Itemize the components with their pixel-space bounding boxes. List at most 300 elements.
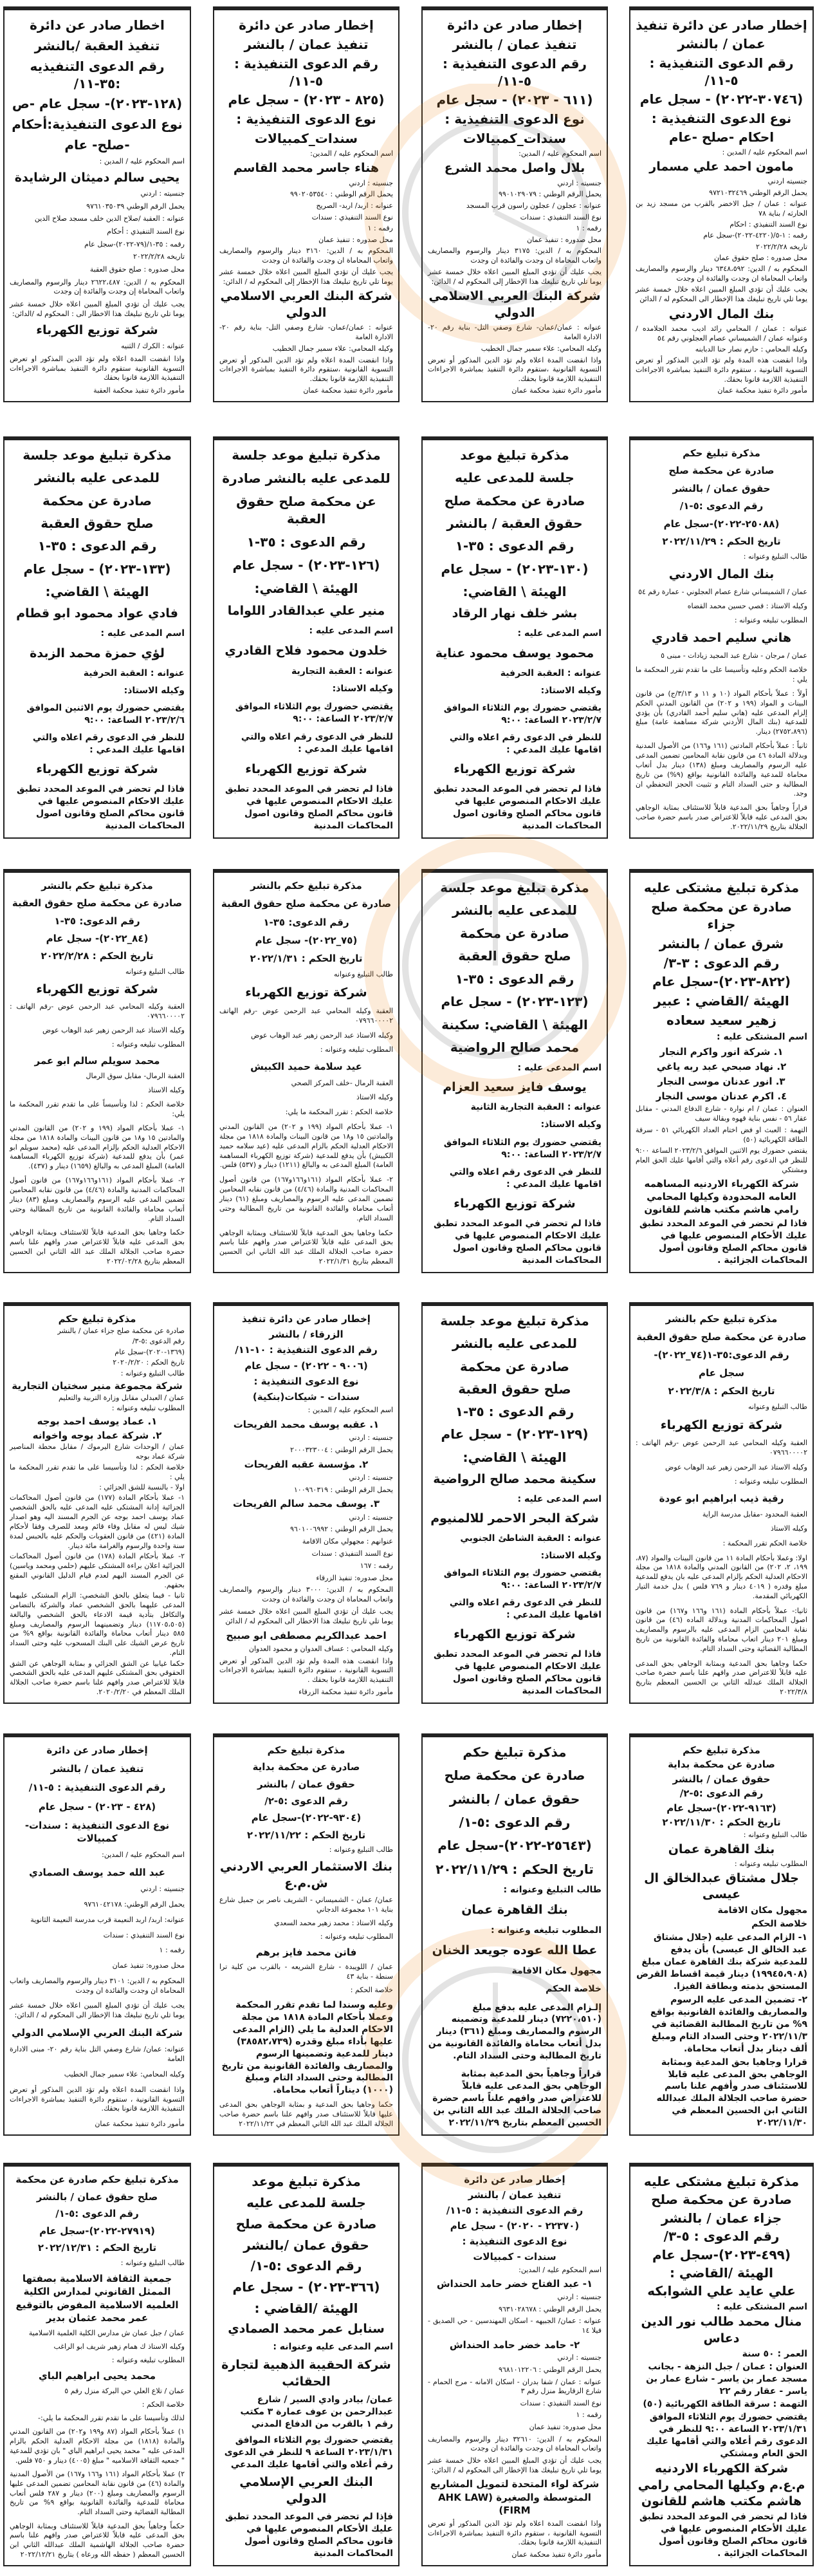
notice-text: قراراً وجاهياً بحق المدعية بمثابة الوجاهي بحق المدعى عليه قابلاً للاعتراض صدر وافهم علناً باسم حضرة صاحب الجلالة الملك عبد الله الثاني بن الحسين المعظم بتاريخ ٢٠٢٢/١١/٢٩ <box>432 2069 601 2128</box>
notice-heading: (٩٠٠٦ - ٢٠٢٢) - سجل عام <box>244 1359 368 1372</box>
notice-heading: صلح حقوق عمان / بالنشر <box>36 2190 158 2203</box>
notice-text: جنسيته : اردني <box>140 189 185 198</box>
notice-text: اسم المحكوم عليه / المدين : <box>722 147 807 156</box>
notice-text: اسم المشتكى عليه : <box>717 2301 807 2312</box>
notice-text: فاذا لم تحضر في الموعد المحدد تطبق عليك الاحكام المنصوص عليها في قانون محاكم الصلح وقانون اصول المحاكمات المدنية <box>17 784 185 831</box>
notice-text: المحكوم به / الدين: ٢٦٢٢،٤٨٧ دينار والرسوم والمصاريف واتعاب المحاماة إن وجدت والفائدة إن وجدت <box>10 277 185 296</box>
notice-heading: إخطار صادر عن دائرة <box>464 2174 565 2185</box>
notice-heading: الهيئة \ القاضي: <box>463 584 567 600</box>
party-name: ٢. نهاد صبحي عبد ربه ياغي <box>656 1060 787 1072</box>
notice-text: محل صدوره : تنفيذ عمان <box>527 235 601 244</box>
notice-heading: مذكرة تبليغ موعد <box>460 447 569 463</box>
notice-text: اسم المدعى عليه وعنوانه : <box>273 2342 393 2353</box>
notice-text: نوع السند التنفيذي : سندات <box>311 212 393 221</box>
notice-text: فاذا لم تحضر في الموعد المحدد تطبق عليك الأحكام المنصوص عليها في قانون محاكم الصلح وقانون أصول المحاكمات الجزائية . <box>639 1218 807 1265</box>
notice-heading: صادرة عن محكمة بداية <box>668 1759 775 1771</box>
notice-heading: للمدعى عليه بالنشر <box>34 470 160 486</box>
notice-box <box>629 436 814 839</box>
notice-text: محل صدوره : صلح حقوق العقبة <box>89 265 185 274</box>
notice-text: جنسيته : اردني <box>349 178 393 187</box>
notice-text: يقتضي حضورك يوم الثلاثاء الموافق ٢٠٢٣/٢/٧ الساعة: ٩:٠٠ <box>235 702 393 725</box>
notice-heading: الهيئة /القاضي : <box>669 2264 774 2281</box>
notice-text: اولا: وعملا بأحكام المادة ١١ من قانون البينات والمواد (٨٧، ١٩٩، ٢، ٢٠٢) من القانون المدني والمادة ١٨١٨ من مجلة الاحكام العدلية الحكم بإلزام المدعى عليه بان يدفع للمدعية مبلغ وقدره ( ٤٠١٩ دينار و ٧٦٩ فلس ) بدل خدمة التيار الكهربائي المقدمة. <box>636 1553 807 1600</box>
notice-text: يجب عليك أن تؤدي المبلغ المبين اعلاه خلال خمسة عشر يوما تلي تاريخ تبليغك هذا الإخطار الى المحكوم له / الدائن <box>636 285 807 304</box>
notice-heading: (٨٢٢-٢٠٢٣)-سجل عام <box>652 974 791 990</box>
party-name: يحيى سالم دميثان الرشايدة <box>14 170 180 185</box>
notice-text: اسم المحكوم عليه / المدين: <box>519 149 601 158</box>
notice-text: وكيله الاستاذ عبد الرحمن زهير عبد الوهاب عوض <box>665 1462 807 1471</box>
party-name: شركة توزيع الكهرباء <box>36 982 158 996</box>
notice-heading: صلح حقوق العقبة <box>41 516 154 532</box>
party-name: منال محمد طالب نور الدين دعاس <box>641 2314 802 2346</box>
notice-text: واذا انقضت المدة اعلاه ولم تؤد الدين المذكور أو تعرض التسوية القانونية ، ستقوم دائرة التنفيذ بمباشرة الاجراءات التنفيذية اللازمة قانونا بحقك. <box>428 2519 601 2547</box>
party-name: شركة توزيع الكهرباء <box>36 762 158 777</box>
notice-text: طالب التبليغ وعنوانه : <box>329 1845 393 1854</box>
notice-text: عنوانه: اربد/ اربد النعيمة قرب مدرسة النعيمة الثانوية <box>30 1915 185 1924</box>
notice-text: نوع السند التنفيذي : سندات <box>520 2398 601 2407</box>
notice-box <box>3 6 191 402</box>
notice-text: (١٣٦٩-٢٠٢٠)-سجل عام <box>115 1347 185 1356</box>
party-name: شركة توزيع الكهرباء <box>454 1627 576 1642</box>
party-name: شركة توزيع الكهرباء <box>245 985 367 1000</box>
notice-heading: (٢٧٩١٩-٢٠٢٢)-سجل عام <box>39 2225 155 2237</box>
notice-text: فإذا لم تحضر في الموعد المحدد تطبق عليك الأحكام المنصوص عليها في قانون محاكم الصلح وقانون أصول المحاكمات المدنية <box>225 2512 393 2559</box>
party-name: خلدون محمود فلاح القادري <box>225 644 388 658</box>
party-name: بنك الاستثمار العربي الاردني ش.م.ع <box>219 1860 393 1890</box>
notice-box <box>213 6 399 402</box>
notice-heading: رقم الدعوى التنفيذية : ٥-١١/ <box>446 2204 583 2216</box>
party-name: محمد سويلم سالم ابو عمر <box>34 1054 160 1067</box>
notice-text: عنوانه : عجلون / عجلون راسون قرب المسجد <box>466 201 601 210</box>
notice-text: محل صدوره : تنفيذ عمان <box>318 235 393 244</box>
notice-text: عمان / تلاع العلي حي البركة منزل رقم ٥ <box>64 2386 185 2395</box>
notice-heading: سجل عام <box>698 1367 745 1379</box>
notice-text: خلاصة الحكم <box>751 1919 807 1930</box>
notice-heading: احكام -صلح -عام <box>668 129 775 145</box>
notice-heading: نوع الدعوى التنفيذية : <box>253 1375 359 1387</box>
notice-text: عنوانه: عمان/ شارع وصفي التل بناية رقم ٢٠- مبنى الادارة العامة <box>10 2045 185 2064</box>
notice-text: رقمه : ١٦٧ <box>360 1561 393 1570</box>
notice-text: خلاصة الحكم : تقرر المحكمة ما يلي: <box>285 1108 393 1117</box>
party-name: سنابل عمر محمد الصمادي <box>228 2321 385 2336</box>
notice-text: العنوان : عمان / جبل النزهة - بجانب مسجد عمار بن ياسر - شارع عمار بن ياسر - عقار رقم ٢٢ <box>646 2361 807 2396</box>
notice-text: المطلوب تبليغه وعنوانه : <box>111 1040 185 1049</box>
notice-text: جنسيته : اردني <box>140 1885 185 1894</box>
notice-text: يجب عليك أن تؤدي المبلغ المبين اعلاه خلال خمسة عشر يوما تلي تاريخ تبليغك هذا الإخطار الى المحكوم له / الدائن: <box>10 2001 185 2020</box>
party-name: بنك القاهرة عمان <box>461 1903 568 1918</box>
notice-text: العقبة الرمال- مقابل سوق الرمال <box>86 1072 185 1081</box>
notice-text: محل صدوره: تنفيذ عمان <box>529 2422 601 2431</box>
notice-text: للنظر في الدعوى رقم اعلاه والتي اقامها عليك المدعي : <box>449 1166 601 1190</box>
party-name: ١. عماد يوسف احمد بوجه <box>37 1415 158 1427</box>
notice-heading: رقم الدعوى التنفيذية : ٥-١١/ <box>234 55 379 89</box>
notice-heading: تاريخ الحكم : ٢٠٢٢/١١/٢٩ <box>436 1861 594 1877</box>
notice-heading: رقم الدعوى التنفيذية : ٥-١١/ <box>649 55 794 88</box>
notice-text: رقمه : ٣٥-١/(٧٩-٢٠٢٢)-سجل عام <box>84 239 185 248</box>
notice-text: للنظر في الدعوى رقم اعلاه والتي اقامها عليك المدعي : <box>449 733 601 756</box>
notice-text: واذا انقضت المدة اعلاه ولم تؤد الدين المذكور أو تعرض التسوية القانونية ،ستقوم دائرة التنفيذ بمباشرة الاجراءات التنفيذية اللازمة قانونا بحقك. <box>428 355 601 384</box>
notice-text: مأمور دائرة تنفيذ محكمة عمان <box>95 2120 185 2129</box>
notice-text: حكما وجاهيا بحق المدعية قابلاً للاستئناف وبمثابة الوجاهي بحق المدعى عليه قابلاً للاعتراض صدر وافهم علنا باسم حضرة صاحب الجلالة الملك عبد الله الثاني ابن الحسين المعظم بتاريخ ٢٠٢٢/٠٢/٢٨ <box>10 1228 185 1265</box>
notice-heading: حقوق عمان / بالنشر <box>672 482 771 494</box>
notice-heading: صادرة عن محكمة صلح حقوق العقبة <box>221 898 392 910</box>
notice-text: عنوانه : عمان / المحامي رائد اديب محمد الجلامده / وعنوانه عمان / الشميساني عصام العجلوني رقم ٥٤ <box>636 324 807 342</box>
party-name: بنك المال الاردني <box>668 567 775 582</box>
notice-text: اسم المحكوم عليه / المدين: <box>102 1851 185 1860</box>
notice-heading: سندات - شيكات(بنكية) <box>252 1390 360 1403</box>
notice-text: ٢- تضمين المدعى عليه الرسوم والمصاريف والفائدة القانونية بواقع ٩% من تاريخ المطالبة القضائية في ٢٠٢٢/١١/٣ وحتى السداد التام ومبلغ ألف دينار بدل أتعاب محاماة. <box>650 1994 807 2054</box>
notice-heading: (٩١٦٣-٢٠٢٢)-سجل عام <box>666 1802 776 1814</box>
notice-text: ثانيا:- عملاً بأحكام المادة (١٦١ و١٦٦ و١٦٧) من قانون اصول المحاكمات المدنية وبدلالة الماده (٤٦) من قانون نقابة المحامين الزام المدعى عليه بالرسوم والمصاريف ومبلغ ٢٠١ دينار اتعاب محاماة والفائدة القانونية من تاريخ المطالبة القضائية وحتى السداد التام. <box>636 1606 808 1653</box>
notice-text: صادرة عن محكمة صلح جزاء عمان / بالنشر <box>57 1326 185 1335</box>
notice-heading: (٢٢٣٧٠ - ٢٠٢٠) - سجل عام <box>450 2219 580 2232</box>
notice-text: المطلوب تبليغه وعنوانه : <box>734 1859 807 1868</box>
notice-text: عمان / جبل عمان ش مدارس الكلية العلمية الاسلامية <box>28 2328 185 2337</box>
notice-text: حكماً وجاهياً بحق المدعية قابلاً للاستئناف وبمثابة الوجاهي بحق المدعى عليه قابلاً للاعتراض صدر وافهم علنا باسم حضرة صاحب الجلالة الهاشمية الملك عبدالله الثاني ابن الحسين المعظم ( حفظه الله ورعاه ) بتاريخ ٢٠٢٢/١٢/٢١ <box>10 2521 185 2559</box>
party-name: شركة البنك العربي الإسلامي الدولي <box>12 2027 183 2039</box>
notice-text: اسم المحكوم عليه / المدين : <box>308 1406 393 1415</box>
notice-text: اسم المدعى عليه : <box>517 1062 601 1073</box>
notice-heading: (٧٥_٢٠٢٢)- سجل عام <box>255 934 358 946</box>
party-name: شركة توزيع الكهرباء <box>454 762 576 777</box>
notice-text: خلاصة الحكم : <box>142 2400 185 2409</box>
notice-text: عمان/ بيادر وادي السير / شارع عبدالرحمن بن عوف عمارة ٣ مكتب رقم ١ بالقرب من الدفاع المدني <box>240 2394 393 2430</box>
notice-heading: (١٢٦-٢٠٢٣) - سجل عام <box>232 557 380 573</box>
notice-heading: حقوق عمان / بالنشر <box>257 1778 355 1790</box>
notice-heading: إخطار صادر عن دائرة <box>46 1744 148 1756</box>
notice-text: خلاصة الحكم : <box>350 1986 393 1995</box>
notice-box <box>629 1302 814 1704</box>
notice-text: رقمه : ١ <box>576 2411 601 2420</box>
notice-text: عمان/ عمان - الشميساني - الشريف ناصر بن جميل شارع بناية ١٠١ مجموعة الدجاني <box>219 1896 393 1914</box>
notice-heading: نوع الدعوى التنفيذية : <box>462 2235 567 2247</box>
notice-text: ١- عملا بأحكام المواد (١٩٩ و ٢٠٢) من القانون المدني والمادتين ١٥ و١٨ من قانون البينات والمادة ١٨١٨ من مجلة الاحكام العدلية الحكم بإلزام المدعى عليه (محمد سويلم ابو عمر) بأن يدفع للمدعية (شركة توزيع الكهرباء المساهمة العامة) المبلغ المدعى به والبالغ (١٦٥٩) دينار و (٤٣٧). <box>10 1123 185 1171</box>
party-name: ٢. مؤسسة عقبه الفريحات <box>244 1458 369 1470</box>
notice-heading: مذكرة تبليغ حكم بالنشر <box>41 880 153 891</box>
notice-text: خلاصة الحكم : لذا وتأسيسا على ما تقدم تقرر المحكمة ما يلي : <box>10 1462 185 1481</box>
notice-text: العنوان : عمان / ام نوارة - شارع الدفاع المدني - مقابل عقار ٥٦ - نفس بناية قهوه وبقالة سيف <box>636 1105 807 1123</box>
notice-heading: علي عايد علي الشوابكه <box>647 2283 796 2299</box>
notice-text: المطلوب تبليغه وعنوانه : <box>491 1925 601 1936</box>
notice-text: حكما غيابيا عن الشق الجزائي و بمثابة الوجاهي عن الشق الحقوقي بحق المشتكى عليهم المدعى عليه بالحق الشخصي قابلا للاعتراض صدر وافهم علنا باسم حضرة صاحب الجلالة الملك المعظم في ٢٠٢٠/٢/٢٠. <box>10 1659 185 1697</box>
notice-heading: مذكرة تبليغ حكم <box>463 1744 567 1760</box>
notice-heading: سندات_كمبيالات <box>463 130 567 146</box>
notice-box <box>421 2163 608 2566</box>
notice-heading: صادرة عن محكمة <box>460 925 569 941</box>
notice-heading: حقوق عمان / بالنشر <box>672 1773 771 1785</box>
party-name: عطا الله عوده جويعد الخنان <box>432 1943 598 1958</box>
notice-box <box>213 2163 399 2566</box>
notice-text: فاذا لم تحضر في الموعد المحدد تطبق عليك الاحكام المنصوص عليها في قانون محاكم الصلح وقانون اصول المحاكمات المدنية <box>225 784 393 831</box>
party-name: شركة البنك العربي الاسلامي الدولي <box>220 289 392 321</box>
notice-text: المطلوب تبليغه وعنوانه : <box>111 2355 185 2364</box>
notice-heading: محمد صالح الرواضية <box>450 1040 580 1056</box>
notice-heading: مذكرة تبليغ موعد <box>252 2174 361 2189</box>
notice-heading: رقم الدعوى :٥-٢/ <box>264 1795 348 1807</box>
party-name: شركة توزيع الكهرباء <box>36 322 158 337</box>
notice-text: يقتضي حضورك يوم الاثنين الموافق ٢٠٢٣/٢/٦ الساعة: ٩:٠٠ <box>26 703 185 725</box>
notice-text: المطلوب تبليغه وعنوانه : <box>734 616 807 625</box>
notice-text: نوع السند التنفيذي : احكام <box>730 220 807 229</box>
notice-text: يقتضي حضورك يوم الثلاثاء الموافق ٢٠٢٣/٢/٧ الساعة: ٩:٠٠ <box>443 1137 601 1160</box>
notice-text: العقبة وكيله المحامي عبد الرحمن عوض -رقم الهاتف : ٠٧٩٦٦٠٠٠٠٢ <box>10 1002 185 1021</box>
notice-text: يحمل الرقم الوطني : ٩٦٣١٠٢٨٦٧٨ <box>498 2304 601 2313</box>
notice-heading: نوع الدعوى التنفيذية:أحكام <box>12 117 183 133</box>
notice-heading: تاريخ الحكم : ٢٠٢٢/٣/٨ <box>668 1385 775 1397</box>
notice-text: يحمل الرقم الوطني : ٩٩٠١٠٢٩٠٧٩ <box>498 190 601 199</box>
notice-heading: الهيئة /القاضي : <box>254 2301 358 2317</box>
notice-text: وعليه وسندا لما تقدم تقرر المحكمة وعملا بأحكام المادة ١٨١٨ من مجلة الاحكام العدلية ما يلي (الزام المدعى عليها بأداء مبلغ وقدره (٣٨٥٨٢،٧٣٩) دينار للمدعية وتضمينها الرسوم والمصاريف والفائدة القانونية من تاريخ المطالبة وحتى السداد التام ومبلغ (١٠٠٠) ديناراً أتعاب محاماة. <box>221 2000 393 2096</box>
notice-heading: تاريخ الحكم : ٢٠٢٢/١١/٣٠ <box>662 1816 781 1829</box>
notice-text: عنوانه : العقبة الشاطئ الجنوبي <box>460 1533 601 1544</box>
notice-text: التهمة : العبث او فض اختام العداد الكهربائي ٥١ - سرقة الطاقة الكهربائية (٥٠) <box>636 1125 808 1144</box>
notice-text: يجب عليك أن تؤدي المبلغ المبين اعلاه خلال خمسة عشر يوما تلي تاريخ تبليغك هذا الإخطار الى المحكوم له / الدائن: <box>428 2456 601 2474</box>
notice-box <box>629 6 814 402</box>
notice-text: إلـزام المدعى عليه بدفع مبلغ (٧٢٢٠،٥١٠) دينار للمدعية وتضمينه الرسوم والمصاريف ومبلغ (٣٦١) دينار بدل أتعاب محاماة والفائدة القانونية من تاريخ المطالبة وحتى السداد التام. <box>428 2002 601 2062</box>
notice-text: عنوانه : اربد/ اربد- الصريح <box>316 201 393 210</box>
notice-heading: الزرقاء / بالنشر <box>269 1329 344 1341</box>
notice-text: للنظر في الدعوى رقم اعلاه والتي اقامها عليك المدعي : <box>32 733 185 756</box>
notice-heading: شرق عمان / بالنشر <box>659 935 784 951</box>
notice-box <box>3 869 191 1273</box>
notice-heading: (٤٩٩-٢٠٢٣)-سجل عام <box>652 2246 791 2263</box>
notice-heading: صادرة عن محكمة صلح حقوق العقبة <box>12 897 183 910</box>
notice-text: نوع السند التنفيذي : أحكام <box>107 227 185 236</box>
notice-text: طالب التبليغ وعنوانه : <box>120 2258 185 2267</box>
notice-text: عنوانه : العقبة الحرفية <box>500 667 601 678</box>
notice-text: وكيله الاستاذ ك همام زهير شريف ابو الراغب <box>53 2342 185 2351</box>
notice-text: رقمه : ١ <box>159 1946 185 1955</box>
notice-text: اسم المحكوم عليه / المدين: <box>310 149 393 158</box>
notice-heading: رقم الدعوى :٥-٢/ <box>679 1787 764 1800</box>
notice-heading: الهيئة \ القاضي: <box>463 1449 567 1465</box>
notice-text: التهمة : سرقة الطاقة الكهربائية (٥٠) <box>643 2398 807 2409</box>
notice-text: رقمه : ١ <box>367 224 393 233</box>
notice-box <box>213 1302 399 1704</box>
notice-text: حكما وجاهيا بحق المدعية وبمثابة الوجاهي بحق المدعى عليه قابلاً للاعتراض صدر وافهم علنا باسم حضرة صاحب الجلالة الملك عبدلله الثاني بن الحسين المعظم بتاريخ ٢٠٢٢/٣/٨ <box>636 1659 807 1697</box>
notice-heading: تنفيذ عمان / بالنشر <box>468 2189 562 2201</box>
notice-heading: إخطار صادر عن دائرة <box>239 17 374 33</box>
notice-heading: رقم الدعوى :٥-١/ <box>55 2208 139 2220</box>
notice-text: العقبة وكيله المحامي عبد الرحمن عوض -رقم الهاتف ٠٧٩٦٦٠٠٠٠٢ <box>219 1006 393 1025</box>
notice-heading: نوع الدعوى التنفيذية : <box>651 110 792 126</box>
party-name: جمعية الثقافة الاسلامية بصفتها الممثل القانوني لمدارس الكلية العلميه الاسلامية المفوض بالتوقيع عمر محمد عثمان بدير <box>15 2273 179 2324</box>
notice-heading: (١٢٩-٢٠٢٣) - سجل عام <box>441 1426 589 1442</box>
notice-text: اسم المدعى عليه : <box>517 628 601 639</box>
notice-text: العمر : ٥٠ سنة <box>742 2348 807 2359</box>
notice-text: عنوانه : عمان / جبل الاخضر بالقرب من مسجد زيد بن الحارثه / بناية ٧٨ <box>636 199 807 218</box>
party-name: احمد عبدالكريم مصطفى ابو صبيح <box>226 1629 387 1641</box>
notice-heading: -صلح- عام <box>64 137 130 153</box>
notice-heading: نوع الدعوى التنفيذية : <box>445 111 585 127</box>
notice-text: ثانيا - فيما يتعلق بالحق الشخصي: الزام المشتكى عليهما المدعى عليهما بالحق الشخصي عماد والشركة بالتضامن والتكافل بتأدية قيمة الادعاء بالحق الشخصي والبالغة (١١٧٠٥،٥٠٥) دينار وتضمينهما الرسوم والمصاريف ومبلغ ٥٨٥ دينار أتعاب محاماة والفائدة القانونية بواقع ٩% من تاريخ عرض الشيك على البنك المسحوب عليه وحتى السداد التام. <box>10 1591 185 1657</box>
notice-box <box>213 869 399 1273</box>
notice-heading: (١٣٠-٢٠٢٣) - سجل عام <box>441 561 589 577</box>
notice-text: خلاصة الحكم : لذا وتأسيساً على ما تقدم تقرر المحكمة ما يلي: <box>10 1100 185 1118</box>
notice-text: عنوانه : عمان/عمان- شارع وصفي التل- بناية رقم ٢٠- الادارة العامة <box>219 323 393 342</box>
notice-text: مجهول مكان الاقامة <box>717 1905 807 1916</box>
party-name: عيد سلامة حميد الكبيش <box>250 1061 362 1073</box>
notice-text: أولاً : عملاً بأحكام المواد (١٠ و ١١ و ٣/١٣/ج) من قانون البينات و المواد (١٩٩ و ٢٠٢) من القانون المدني الحكم إلزام المدعى عليه (هاني سليم أحمد القادري) بأن يؤدي للمدعية (بنك المال الأردني شركة مساهمة عامة) مبلغ (٢٧٥٢،٨٩٦) دينار. <box>636 689 807 736</box>
notice-heading: تاريخ الحكم : ٢٠٢٢/١١/٢٩ <box>662 536 781 548</box>
notice-text: العقبة وكيله المحامي عبد الرحمن عوض -رقم الهاتف : ٠٧٩٦٦٠٠٠٠٢ <box>636 1439 807 1457</box>
notice-text: طالب التبليغ وعنوانه <box>125 967 185 976</box>
notice-heading: صلح حقوق العقبة <box>458 1381 571 1397</box>
party-name: ١- عبد الفتاح خضر حامد الحنداش <box>436 2278 593 2290</box>
notice-text: وكيله المحامي: علاء سمير جمال الخطيب <box>64 2069 185 2078</box>
notice-heading: رقم الدعوى : ٣٥-١ <box>455 1404 574 1420</box>
notice-text: واذا انقضت المدة اعلاه ولم تؤد الدين المذكور أو تعرض التسوية القانونية ، ستقوم دائرة التنفيذ بمباشرة الاجراءات التنفيذية اللازمة قانونا بحقك. <box>10 2085 185 2113</box>
notice-text: وكيله الاستاذ عبد الرحمن زهير عبد الوهاب عوض <box>251 1031 393 1040</box>
notice-text: ٢) عملا بأحكام المواد (١٦١ و١٦٦ و١٦٧) من الأصول المدنية والمادة (٤٦) من قانون نقابة المحامين تضمين المدعى عليها الرسوم والمصاريف ومبلغ (٢٠٠) دينار و ٢٨٧ فلس أتعاب محاماة للمدعية والفائدة القانونية بواقع ٩% من تاريخ المطالبة القضائية وحتى السداد التام. <box>10 2469 185 2517</box>
notice-text: جنسيته : اردني <box>557 2353 601 2362</box>
notice-box <box>213 1733 399 2136</box>
notice-heading: (٨٤_٢٠٢٢)- سجل عام <box>46 932 149 944</box>
notice-text: اسم المدعى عليه : <box>517 1493 601 1504</box>
notice-text: ٢- عملا بأحكام المواد (١٦١و١٦٦و١٦٧) من قانون أصول المحاكمات المدنية والمادة (٤/٤٦) من قانون نقابه المحامين تضمين المدعى عليه الرسوم والمصاريف ومبلغ (٦١) دينار أتعاب محاماة والفائدة القانونية من تاريخ المطالبة وحتى السداد التام. <box>219 1175 393 1222</box>
notice-heading: عن محكمة صلح حقوق العقبة <box>236 493 376 527</box>
party-name: شركة توزيع الكهرباء <box>454 1197 576 1211</box>
notice-heading: للمدعى عليه بالنشر صادرة <box>222 470 390 486</box>
notice-heading: (٤٢٨ - ٢٠٢٣) - سجل عام <box>38 1800 156 1813</box>
notice-heading: تاريخ الحكم : ٢٠٢٢/١/٣١ <box>250 953 363 965</box>
notice-text: نوع السند التنفيذي : سندات <box>311 1549 393 1558</box>
party-name: سكينة محمد صالح الرواضية <box>433 1471 596 1486</box>
notice-heading: زهير سعيد سعاده <box>666 1013 777 1029</box>
notice-text: المحكوم به / الدين: ٣١٠١ دينار والرسوم والمصاريف واتعاب المحاماة ان وجدت والفائدة ان وجدت <box>10 1976 185 1995</box>
notice-text: عنوانه : عمان/عمان- شارع وصفي التل- بناية رقم ٢٠- الادارة العامة <box>428 323 601 342</box>
notice-text: وكيله المحامي: علاء سمير جمال الخطيب <box>272 344 393 353</box>
notice-text: وكيله الاستاذ: <box>540 685 601 696</box>
notice-text: خلاصة الحكم تقرر المحكمة : <box>722 1539 807 1547</box>
notice-box <box>421 6 608 402</box>
notice-text: يقتضي حضورك يوم الاثنين الموافق ٢٠٢٣/٢/٦ الساعة ٩:٠٠ للنظر في الدعوى رقم أعلاه والتي أقامها عليك الحق العام ومشتكي <box>636 1146 807 1174</box>
party-name: محمود يوسف محمود عناية <box>435 646 594 660</box>
notice-text: عنوانه : عمان / شفا بدران - اسكان الامانه - مرج الحمام - شارع الزقاريط منزل رقم ٣ <box>428 2377 601 2396</box>
notice-text: عنوانه : عمان/ الجبيهه - اسكان المهندسين - حي الصديق - فيلا ١٤ <box>428 2317 601 2335</box>
notice-text: رقم الدعوى :٥-٣/ <box>132 1337 185 1346</box>
notice-text: طالب التبليغ وعنوانه <box>748 1403 807 1412</box>
notice-box <box>3 436 191 839</box>
notice-box <box>3 1733 191 2136</box>
notice-text: وكيله الاستاذ: <box>124 685 185 696</box>
notice-heading: رقم الدعوى : ٣٥-١ <box>455 538 574 554</box>
notice-text: مأمور دائرة تنفيذ محكمة عمان <box>303 386 393 395</box>
notice-heading: (١٢٨-٢٠٢٣)- سجل عام -ص <box>12 96 183 112</box>
notice-heading: تنفيذ العقبة /بالنشر <box>34 37 160 53</box>
notice-text: تاريخه ٢٠٢٢/٢/٢٨ <box>755 242 807 251</box>
notice-heading: سندات - كمبيالات <box>473 2250 556 2263</box>
notice-text: واذا انقضت المدة اعلاه ولم تؤد الدين المذكور أو تعرض التسوية القانونية ،ستقوم دائرة التنفيذ بمباشرة الاجراءات التنفيذية اللازمة قانونا بحقك. <box>219 355 393 384</box>
party-name: عبد الله حمد يوسف الصمادي <box>29 1866 165 1878</box>
notice-text: يقتضي حضورك يوم الثلاثاء الموافق ٢٠٢٣/٢/٧ الساعة: ٩:٠٠ <box>443 703 601 725</box>
notice-text: طالب التبليغ وعنوانه : <box>503 1884 601 1895</box>
party-name: فادي عواد محمود ابو قطام <box>16 606 178 621</box>
notice-box <box>421 1302 608 1704</box>
notice-box <box>629 2163 814 2566</box>
notice-heading: (٨٢٥ - ٢٠٢٣) - سجل عام <box>228 92 385 108</box>
notice-box <box>213 436 399 839</box>
notice-text: عنوانه : العقبة الحرفية <box>83 667 185 678</box>
notice-text: عنوانه : الكرك / الثنيه <box>121 342 185 351</box>
party-name: البنك العربي الإسلامي الدولي <box>239 2475 373 2506</box>
notice-text: يحمل الرقم الوطني ٩٧٦١٠٣٥٠٣٩ <box>86 201 185 210</box>
notice-heading: رقم الدعوى: ٣٥-١ <box>54 915 140 927</box>
notice-text: يجب عليك أن تؤدي المبلغ المبين اعلاه خلال خمسة عشر يوما تلي تاريخ تبليغك هذا الإخطار إلى المحكوم له / الدائن: <box>428 267 601 286</box>
notice-heading: رقم الدعوى التنفيذية : ١٠-١١/ <box>235 1344 378 1356</box>
notice-text: جنسيته : اردني <box>557 2293 601 2302</box>
notice-text: عمان / الوحدات شارع اليرموك / مقابل محطة المناصير شركة عماد بوجه <box>10 1442 185 1461</box>
party-name: ١. عقبه يوسف محمد الفريحات <box>233 1418 380 1430</box>
notice-text: واذا انقضت المدة اعلاه ولم تؤد الدين المذكور او تعرض التسوية القانونية ستقوم دائرة التنفيذ بمباشرة الاجراءات التنفيذية اللازمة قانونا بحقك <box>10 354 185 382</box>
notice-heading: حقوق العقبة / بالنشر <box>446 516 583 532</box>
notice-text: قرارا وجاهيا بحق المدعية وبمثابة الوجاهي بحق المدعى عليه قابلا للاستئناف صدر وأفهم علنا باسم حضرة صاحب الجلالة الملك عبدالله الثاني ابن الحسين المعظم في ٢٠٢٢/١١/٣٠ <box>656 2057 807 2129</box>
notice-text: مأمور دائرة تنفيذ محكمة عمان <box>511 2550 601 2559</box>
notice-text: وكيله المحامي : حازم نصار حنا الدبابنه <box>695 344 807 353</box>
notice-text: عنوانهم : مجهولي مكان الاقامة <box>302 1537 393 1546</box>
notice-text: جنسيته : اردني <box>349 1433 393 1442</box>
notice-text: للنظر في الدعوى رقم اعلاه والتي اقامها عليك المدعي : <box>449 1598 601 1621</box>
notice-heading: مذكرة تبليغ موعد جلسة <box>440 1313 589 1329</box>
notice-text: وكيله الاستاذ: <box>540 1119 601 1130</box>
notice-text: يحمل الرقم الوطني ٩٧٢١٠٣٢٤٦٩ <box>709 188 807 197</box>
notice-heading: مذكرة تبليغ حكم <box>58 1313 136 1325</box>
notice-text: ١) عملاً بأحكام المواد (٨٧ و١٩٩ و٢٠٢) من القانون المدني والمادة (١٨١٨) من مجلة الاحكام العدلية الحكم بالزام المدعى عليه " محمد يحيى ابراهيم الباي " بان تؤدي للمدعية " جمعيه الثقافة الاسلاميه " مبلغ (٤٠٠٥) دينار و ٧٥٠ فلس. <box>10 2427 185 2465</box>
notice-heading: (٦١١ - ٢٠٢٣) - سجل عام <box>436 92 593 108</box>
notice-text: مجهول مكان الاقامة <box>511 1966 601 1977</box>
notice-heading: (١٢٣-٢٠٢٣) - سجل عام <box>441 994 589 1010</box>
notice-text: جنسيته : اردني <box>349 1513 393 1522</box>
notice-heading: مذكرة تبليغ حكم صادرة عن محكمة <box>15 2174 179 2185</box>
party-name: ٢- حامد خضر حامد الحنداش <box>449 2338 580 2351</box>
notice-text: جنسيته : اردني <box>557 178 601 187</box>
notice-text: مأمور دائرة تنفيذ محكمة الزرقاء <box>298 1687 393 1696</box>
notice-text: يحمل الرقم الوطني : ٩٦٨١٠١٢٢٠٦ <box>498 2366 601 2374</box>
notice-text: اسم المحكوم عليه / المدين: <box>519 2265 601 2274</box>
notice-heading: سندات_كمبيالات <box>254 130 358 146</box>
notice-text: مأمور دائرة تنفيذ محكمة عمان <box>717 386 807 395</box>
notice-text: تاريخ الحكم : ٢٠٢٠/٢/٢٠ <box>113 1358 185 1367</box>
notice-text: واذا انقضت هذه المدة ولم تؤد الدين المذكور أو تعرض التسوية القانونية ، ستقوم دائرة التنفيذ بمباشرة الاجراءات التنفيذية اللازمة قانونا بحقك. <box>636 356 807 384</box>
notice-box <box>629 1733 814 2136</box>
notice-heading: صادرة عن محكمة بداية <box>252 1761 360 1773</box>
notice-heading: تنفيذ عمان / بالنشر <box>452 36 577 52</box>
notice-text: اولا - بالنسبة للشق الجزائي : <box>99 1483 185 1491</box>
notice-heading: تنفيذ عمان / بالنشر <box>244 36 369 52</box>
notice-text: المطلوب تبليغه وعنوانه : <box>320 1045 393 1054</box>
notice-heading: صادرة عن محكمة صلح حقوق العقبة <box>636 1331 807 1343</box>
notice-text: مأمور دائرة تنفيذ محكمة العقبة <box>93 386 185 395</box>
notice-heading: رقم الدعوى : ٣-٣/ <box>663 955 780 971</box>
party-name: بلال واصل محمد الشرع <box>444 161 585 176</box>
notice-heading: رقم الدعوى :٥-١/ <box>679 500 764 512</box>
notice-text: وكيله المحامي: علاء سمير جمال الخطيب <box>481 344 601 353</box>
notice-text: حكما وجاهيا بحق المدعية قابلاً للاستئناف وبمثابة الوجاهي بحق المدعى عليه قابلاً للاعتراض صدر وافهم علنا باسم حضرة صاحب الجلالة الملك عبد الله الثاني ابن الحسين المعظم بتاريخ ٢٠٢٢/١/٣١ <box>219 1228 393 1266</box>
notice-heading: صادرة عن محكمة صلح <box>235 2216 377 2232</box>
notice-heading: تاريخ الحكم : ٢٠٢٢/٢/٢٨ <box>41 950 154 962</box>
party-name: بنك المال الاردني <box>668 306 775 321</box>
notice-heading: الهيئة /القاضي : عبير <box>654 993 789 1009</box>
notice-text: يجب عليك أن تؤدي المبلغ المبين اعلاه خلال خمسة عشر يوما تلي تاريخ تبليغك هذا الإخطار إلى المحكوم له / الدائن: <box>219 267 393 286</box>
notice-text: عنوانه : العقبة التجارية <box>291 666 393 677</box>
notice-heading: إخطار صادر عن دائرة تنفيذ <box>636 17 807 33</box>
notice-heading: صادرة عن محكمة صلح <box>651 2192 792 2208</box>
notice-text: المطلوب تبليغه وعنوانه : <box>111 1404 185 1413</box>
notice-heading: للمدعى عليه بالنشر <box>452 902 578 919</box>
notice-text: خلاصة الحكم وعليه وتأسيسا على ما تقدم تقرر المحكمة ما يلي : <box>636 666 807 684</box>
notice-heading: صادرة عن محكمة صلح <box>668 465 775 477</box>
notice-box <box>3 1302 191 1704</box>
